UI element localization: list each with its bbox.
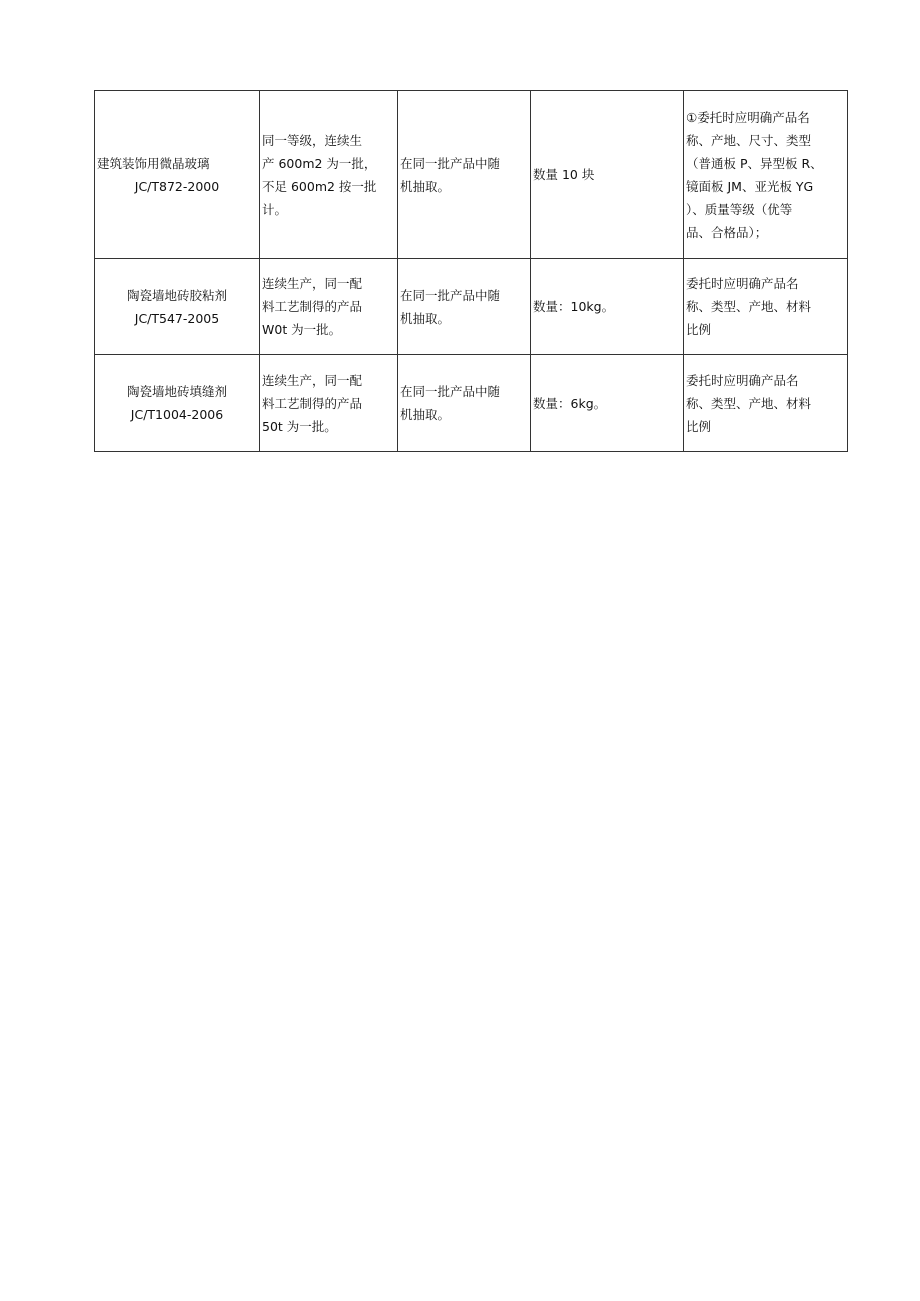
batch-rule-line: 50t 为一批。 (262, 418, 337, 434)
sampling-method-line: 在同一批产品中随 (400, 155, 501, 171)
quantity-cell (531, 259, 684, 355)
notes-line: 镜面板 JM、亚光板 YG (686, 178, 814, 194)
sampling-method-line: 在同一批产品中随 (400, 287, 501, 303)
sample-quantity: 数量 10 块 (533, 167, 595, 182)
notes-line: 称、类型、产地、材料 (686, 299, 812, 314)
notes-line: 委托时应明确产品名 (686, 372, 799, 388)
table-row (95, 91, 848, 259)
notes-cell (684, 91, 848, 259)
product-name: 陶瓷墙地砖胶粘剂 (126, 287, 227, 303)
quantity-cell (531, 355, 684, 452)
batch-rule-line: W0t 为一批。 (262, 322, 342, 337)
batch-rule-cell (260, 259, 398, 355)
product-standard: JC/T872-2000 (134, 178, 220, 194)
sampling-method-line: 在同一批产品中随 (400, 384, 501, 399)
sampling-method-line: 机抽取。 (400, 310, 451, 326)
sampling-method-line: 机抽取。 (400, 178, 451, 194)
notes-line: ）、质量等级（优等 (686, 201, 793, 217)
product-standard: JC/T547-2005 (134, 310, 220, 326)
product-cell (95, 355, 260, 452)
batch-rule-line: 不足 600m2 按一批 (262, 178, 377, 194)
notes-line: （普通板 P、异型板 R、 (686, 155, 823, 171)
sampling-method-cell (398, 355, 531, 452)
batch-rule-line: 连续生产，同一配 (262, 372, 363, 388)
notes-line: ①委托时应明确产品名 (686, 109, 810, 125)
notes-cell (684, 259, 848, 355)
product-standard: JC/T1004-2006 (130, 407, 224, 422)
product-name: 建筑装饰用微晶玻璃 (97, 155, 210, 171)
batch-rule-line: 料工艺制得的产品 (262, 395, 363, 411)
sampling-method-line: 机抽取。 (400, 407, 451, 422)
notes-line: 比例 (686, 418, 712, 434)
batch-rule-cell (260, 355, 398, 452)
sample-quantity: 数量：6kg。 (533, 395, 607, 411)
batch-rule-cell (260, 91, 398, 259)
notes-line: 比例 (686, 322, 712, 337)
table-row (95, 355, 848, 452)
product-cell (95, 259, 260, 355)
sampling-method-cell (398, 91, 531, 259)
notes-cell (684, 355, 848, 452)
notes-line: 委托时应明确产品名 (686, 276, 799, 291)
table-row (95, 259, 848, 355)
notes-line: 称、类型、产地、材料 (686, 395, 812, 411)
batch-rule-line: 产 600m2 为一批， (262, 155, 377, 171)
sampling-method-cell (398, 259, 531, 355)
batch-rule-line: 计。 (262, 201, 288, 217)
sampling-table (94, 90, 848, 452)
notes-line: 称、产地、尺寸、类型 (686, 132, 812, 148)
product-cell (95, 91, 260, 259)
batch-rule-line: 连续生产，同一配 (262, 276, 363, 291)
quantity-cell (531, 91, 684, 259)
notes-line: 品、合格品）； (686, 224, 768, 240)
batch-rule-line: 料工艺制得的产品 (262, 299, 363, 314)
batch-rule-line: 同一等级，连续生 (262, 132, 363, 148)
product-name: 陶瓷墙地砖填缝剂 (126, 384, 227, 399)
sample-quantity: 数量：10kg。 (533, 299, 615, 314)
